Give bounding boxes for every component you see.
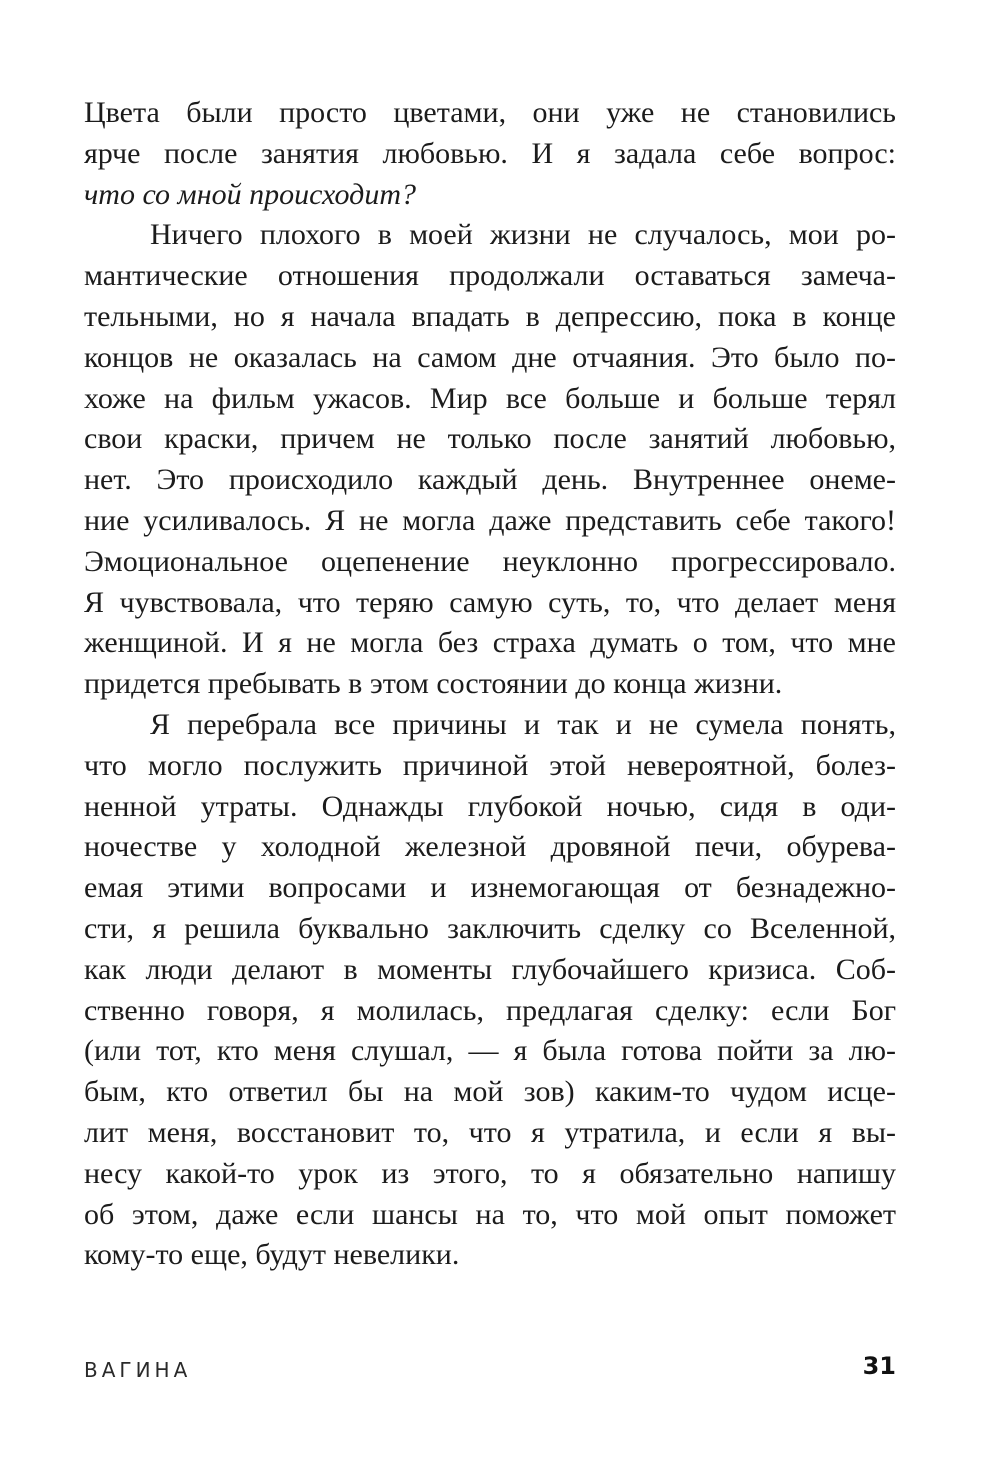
text-line: что могло послужить причиной этой невероятной, болез- <box>84 748 896 782</box>
italic-question-line: что со мной происходит? <box>84 177 417 211</box>
text-line: лит меня, восстановит то, что я утратила, и если я вы- <box>84 1115 896 1149</box>
text-line: как люди делают в моменты глубочайшего кризиса. Соб- <box>84 952 896 986</box>
text-line: хоже на фильм ужасов. Мир все больше и больше терял <box>84 381 896 415</box>
text-line: ненной утраты. Однажды глубокой ночью, сидя в оди- <box>84 789 896 823</box>
text-line: (или тот, кто меня слушал, — я была готова пойти за лю- <box>84 1034 896 1068</box>
text-line: Эмоциональное оцепенение неуклонно прогрессировало. <box>84 544 896 578</box>
text-line: свои краски, причем не только после занятий любовью, <box>84 422 896 456</box>
text-line: тельными, но я начала впадать в депрессию, пока в конце <box>84 299 896 333</box>
text-line: мантические отношения продолжали оставаться замеча- <box>84 259 896 293</box>
paragraph-last-line: придется пребывать в этом состоянии до конца жизни. <box>84 667 783 701</box>
text-line: женщиной. И я не могла без страха думать о том, что мне <box>84 626 896 660</box>
running-head: ВАГИНА <box>84 1358 192 1382</box>
text-line: Цвета были просто цветами, они уже не становились <box>84 96 896 129</box>
text-line: ние усиливалось. Я не могла даже представить себе такого! <box>84 503 896 537</box>
body-text <box>84 93 896 1276</box>
text-line: несу какой-то урок из этого, то я обязательно напишу <box>84 1156 896 1190</box>
text-line: ственно говоря, я молилась, предлагая сделку: если Бог <box>84 993 896 1027</box>
text-line: об этом, даже если шансы на то, что мой опыт поможет <box>84 1197 896 1231</box>
text-line: бым, кто ответил бы на мой зов) каким-то чудом исце- <box>84 1075 896 1109</box>
page-footer <box>84 1352 896 1388</box>
text-line: сти, я решила буквально заключить сделку со Вселенной, <box>84 911 896 945</box>
paragraph-first-line: Ничего плохого в моей жизни не случалось, мои ро- <box>150 218 896 252</box>
paragraph-last-line: кому-то еще, будут невелики. <box>84 1238 460 1272</box>
text-line: ярче после занятия любовью. И я задала себе вопрос: <box>84 136 896 170</box>
text-line: ночестве у холодной железной дровяной печи, обурева- <box>84 830 896 864</box>
paragraph-first-line: Я перебрала все причины и так и не сумела понять, <box>150 707 896 741</box>
text-line: нет. Это происходило каждый день. Внутреннее онеме- <box>84 463 896 497</box>
text-line: Я чувствовала, что теряю самую суть, то, что делает меня <box>84 585 896 619</box>
text-line: концов не оказалась на самом дне отчаяния. Это было по- <box>84 340 896 374</box>
text-line: емая этими вопросами и изнемогающая от безнадежно- <box>84 871 896 905</box>
page-number: 31 <box>862 1352 896 1380</box>
